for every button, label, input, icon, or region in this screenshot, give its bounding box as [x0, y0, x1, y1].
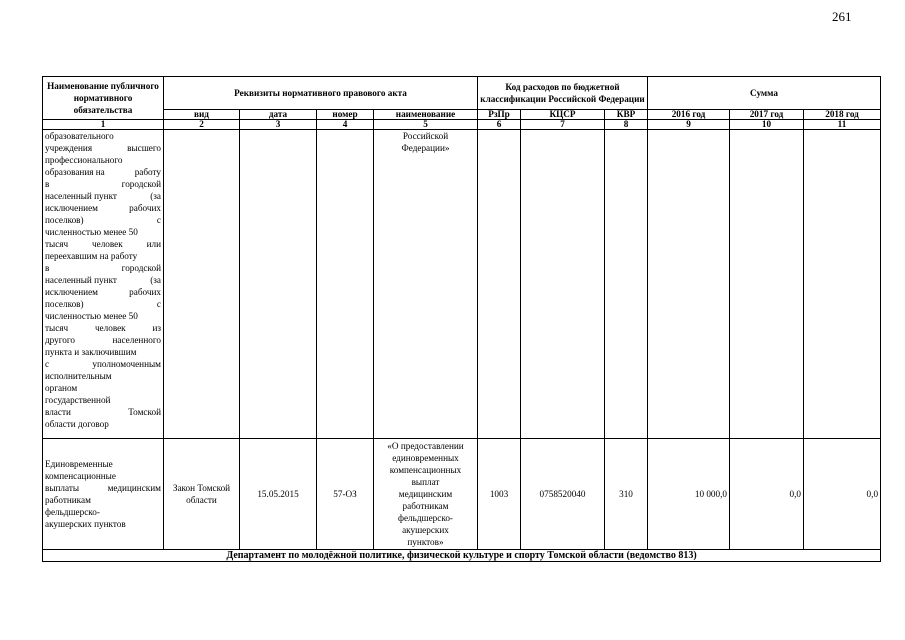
continuation-name-cell — [43, 130, 164, 439]
act-title-line: медицинским — [398, 489, 453, 499]
continuation-name-line: образовательного — [45, 131, 114, 141]
continuation-name-line: с уполномоченным — [45, 359, 161, 369]
continuation-name-line: исключением рабочих — [45, 287, 161, 297]
continuation-name-line: в городской — [45, 179, 161, 189]
sum-2018-cell: 0,0 — [804, 439, 881, 550]
act-number-cell: 57-ОЗ — [317, 439, 374, 550]
department-heading: Департамент по молодёжной политике, физической культуре и спорту Томской области (ведомство 813) — [43, 550, 881, 562]
col-num: 2 — [164, 120, 240, 130]
header-number: номер — [317, 110, 374, 120]
col-num: 6 — [478, 120, 521, 130]
continuation-name-line: численностью менее 50 — [45, 311, 138, 321]
header-2018: 2018 год — [804, 110, 881, 120]
act-title-line: компенсационных — [389, 465, 462, 475]
subheader-row — [43, 110, 881, 120]
continuation-act-title-cell — [374, 130, 478, 439]
act-title-line: единовременных — [392, 453, 459, 463]
obligation-name-line: выплаты медицинским — [45, 483, 161, 493]
continuation-name-line: органом — [45, 383, 78, 393]
act-title-line: выплат — [411, 477, 440, 487]
continuation-act-title-line: Федерации» — [401, 143, 450, 153]
obligation-name-line: Единовременные — [45, 459, 113, 469]
header-title: наименование — [374, 110, 478, 120]
continuation-row — [43, 130, 881, 439]
continuation-name-line: образования на работу — [45, 167, 161, 177]
header-kind: вид — [164, 110, 240, 120]
act-date-cell: 15.05.2015 — [240, 439, 317, 550]
budget-table — [42, 76, 881, 562]
col-num: 11 — [804, 120, 881, 130]
continuation-name-line: другого населенного — [45, 335, 161, 345]
act-title-line: фельдшерско- — [398, 513, 453, 523]
col-num: 5 — [374, 120, 478, 130]
act-title-cell — [374, 439, 478, 550]
kcsr-cell: 0758520040 — [521, 439, 605, 550]
obligation-name-line: фельдшерско- — [45, 507, 100, 517]
header-rzpr: РзПр — [478, 110, 521, 120]
act-title-line: акушерских — [402, 525, 449, 535]
continuation-name-line: тысяч человек из — [45, 323, 161, 333]
continuation-name-line: переехавшим на работу — [45, 251, 138, 261]
column-number-row — [43, 120, 881, 130]
rzpr-cell: 1003 — [478, 439, 521, 550]
header-date: дата — [240, 110, 317, 120]
header-budget-codes: Код расходов по бюджетной классификации Российской Федерации — [478, 77, 648, 110]
continuation-name-line: государственной — [45, 395, 111, 405]
continuation-name-line: тысяч человек или — [45, 239, 161, 249]
act-title-line: работникам — [402, 501, 449, 511]
col-num: 9 — [648, 120, 730, 130]
obligation-name-line: работникам — [45, 495, 91, 505]
continuation-name-line: исключением рабочих — [45, 203, 161, 213]
sum-2016-cell: 10 000,0 — [648, 439, 730, 550]
act-kind-cell: Закон Томской области — [164, 439, 240, 550]
act-title-line: «О предоставлении — [387, 441, 464, 451]
kvr-cell: 310 — [605, 439, 648, 550]
continuation-name-line: населенный пункт (за — [45, 275, 161, 285]
header-sum: Сумма — [648, 77, 881, 110]
header-row — [43, 77, 881, 110]
act-title-line: пунктов» — [407, 537, 444, 547]
header-2017: 2017 год — [730, 110, 804, 120]
page-number: 261 — [832, 9, 852, 24]
continuation-name-line: поселков) с — [45, 215, 161, 225]
header-obligation-name: Наименование публичного нормативного обязательства — [43, 77, 164, 120]
col-num: 7 — [521, 120, 605, 130]
continuation-name-line: области договор — [45, 419, 109, 429]
continuation-name-line: в городской — [45, 263, 161, 273]
continuation-name-line: пункта и заключившим — [45, 347, 137, 357]
obligation-name-line: компенсационные — [45, 471, 116, 481]
continuation-name-line: численностью менее 50 — [45, 227, 138, 237]
col-num: 10 — [730, 120, 804, 130]
header-requisites: Реквизиты нормативного правового акта — [164, 77, 478, 110]
col-num: 1 — [43, 120, 164, 130]
header-kcsr: КЦСР — [521, 110, 605, 120]
col-num: 3 — [240, 120, 317, 130]
continuation-name-line: населенный пункт (за — [45, 191, 161, 201]
header-kvr: КВР — [605, 110, 648, 120]
col-num: 4 — [317, 120, 374, 130]
obligation-name-cell — [43, 439, 164, 550]
col-num: 8 — [605, 120, 648, 130]
continuation-name-line: власти Томской — [45, 407, 161, 417]
table-row — [43, 439, 881, 550]
continuation-name-line: исполнительным — [45, 371, 112, 381]
sum-2017-cell: 0,0 — [730, 439, 804, 550]
department-row — [43, 550, 881, 562]
continuation-act-title-line: Российской — [402, 131, 449, 141]
header-2016: 2016 год — [648, 110, 730, 120]
continuation-name-line: учреждения высшего — [45, 143, 161, 153]
continuation-name-line: поселков) с — [45, 299, 161, 309]
continuation-name-line: профессионального — [45, 155, 123, 165]
obligation-name-line: акушерских пунктов — [45, 519, 126, 529]
